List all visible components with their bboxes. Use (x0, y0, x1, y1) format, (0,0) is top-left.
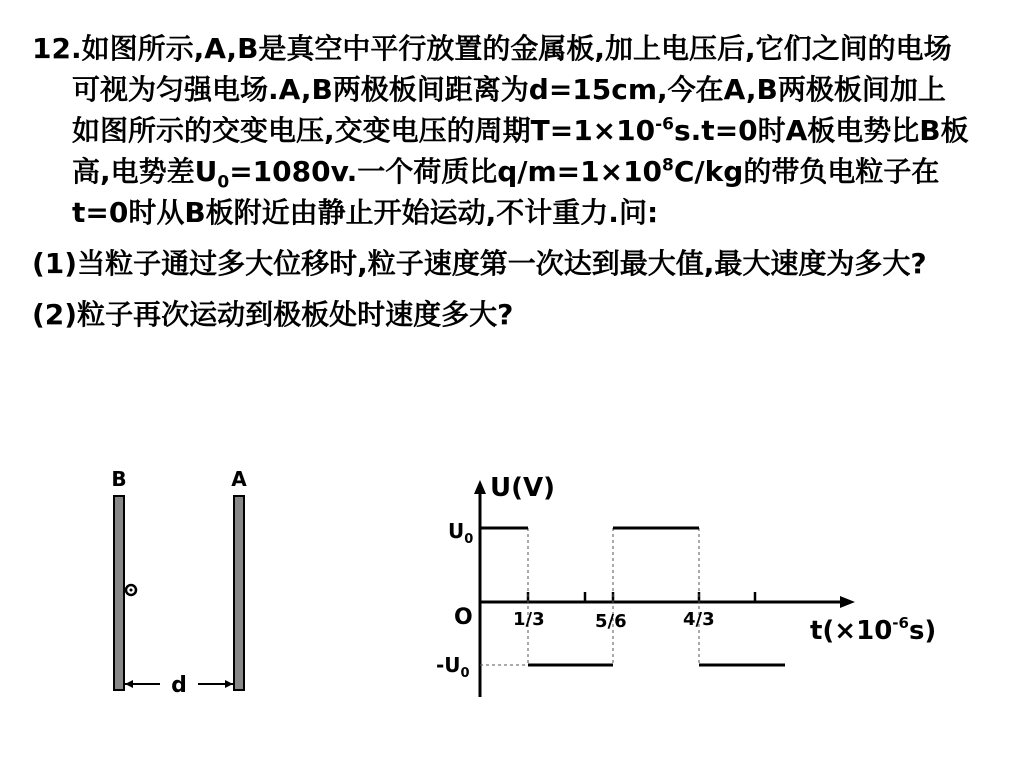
intro-part-4: C/kg的带负电粒子在t=0时从B板附近由静止开始运动,不计重力.问: (72, 155, 940, 229)
u0-tick-label (448, 519, 473, 547)
voltage-time-graph (420, 462, 980, 712)
intro-part-3: =1080v.一个荷质比q/m=1×10 (229, 155, 663, 188)
distance-arrowhead-right (225, 680, 233, 688)
u0-subscript: 0 (217, 172, 230, 193)
parallel-plates-figure (100, 462, 280, 702)
u0-letter: U (448, 519, 465, 543)
intro-part-1: 12.如图所示,A,B是真空中平行放置的金属板,加上电压后,它们之间的电场可视为匀强电场.A,B两极板间距离为d=15cm,今在A,B两极板间加上如图所示的交变电压,交变电压的周期T=1×10 (32, 32, 952, 147)
x-axis-label (810, 614, 936, 646)
neg-u0-subscript: 0 (460, 666, 470, 681)
neg-u0-tick-label (436, 653, 470, 681)
plate-b (114, 496, 124, 690)
charge-ratio-exponent: 8 (662, 155, 674, 176)
distance-label: d (171, 673, 187, 698)
plate-a-label: A (231, 467, 247, 491)
y-axis-arrowhead (474, 480, 486, 494)
charged-particle-core (130, 589, 133, 592)
plate-b-label: B (111, 467, 127, 491)
x-tick-label: 4/3 (683, 609, 715, 630)
plate-a (234, 496, 244, 690)
problem-text (32, 28, 972, 335)
question-2: (2)粒子再次运动到极板处时速度多大? (32, 298, 514, 331)
x-axis-label-suffix: s) (908, 616, 937, 646)
period-exponent: -6 (655, 114, 674, 135)
origin-label: O (454, 605, 473, 630)
neg-u0-letter: -U (436, 653, 461, 677)
u0-subscript: 0 (464, 532, 474, 547)
problem-intro (32, 28, 972, 233)
distance-arrowhead-left (125, 680, 133, 688)
x-tick-label: 5/6 (595, 611, 627, 632)
x-tick-label: 1/3 (513, 609, 545, 630)
x-axis-label-prefix: t(×10 (810, 616, 893, 646)
x-axis-arrowhead (840, 596, 855, 608)
question-1: (1)当粒子通过多大位移时,粒子速度第一次达到最大值,最大速度为多大? (32, 247, 927, 280)
x-axis-label-exponent: -6 (892, 614, 909, 632)
intro-part-2: s.t=0时A板电势比B板高,电势差U (72, 114, 969, 188)
y-axis-label: U(V) (490, 473, 555, 503)
